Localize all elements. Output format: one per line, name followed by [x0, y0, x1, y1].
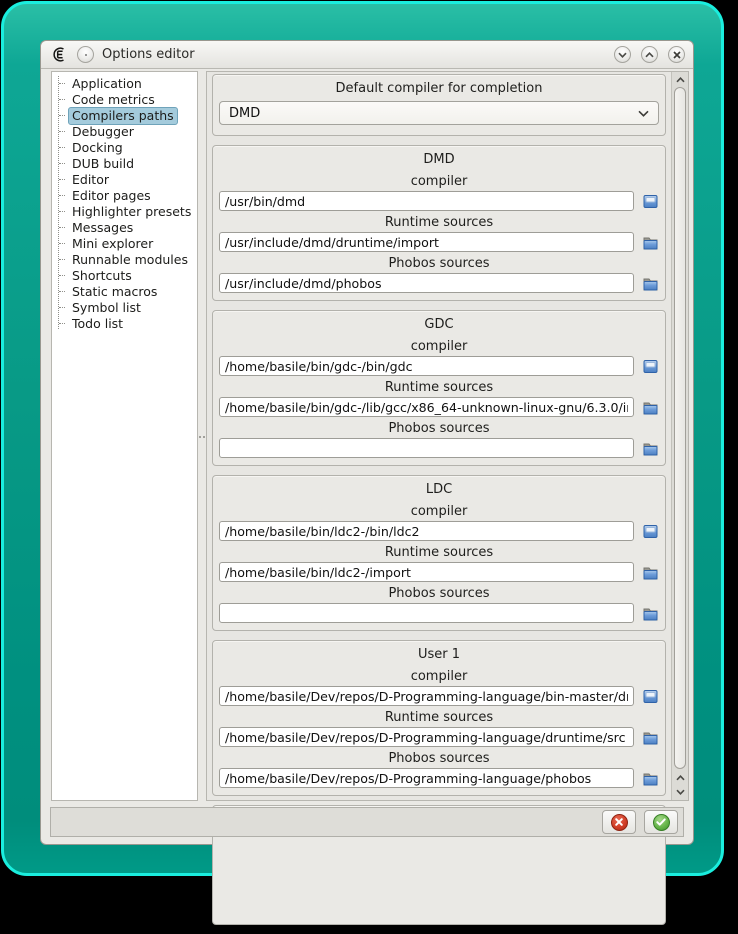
dmd-phobos-sources-input[interactable] [219, 273, 634, 293]
ldc-phobos-sources-input[interactable] [219, 603, 634, 623]
sidebar-item-todo-list[interactable]: Todo list [52, 315, 197, 331]
ldc-runtime-sources-input[interactable] [219, 562, 634, 582]
sidebar-item-editor[interactable]: Editor [52, 171, 197, 187]
default-compiler-group [212, 74, 666, 136]
accept-check-icon [653, 814, 670, 831]
compiler-group-gdc [212, 310, 666, 466]
open-folder-button[interactable] [641, 274, 659, 292]
sidebar-item-application[interactable]: Application [52, 75, 197, 91]
open-file-button[interactable] [641, 522, 659, 540]
category-tree [52, 72, 197, 331]
compiler-group-ldc [212, 475, 666, 631]
chevron-up-icon [676, 77, 685, 83]
window-controls [614, 46, 685, 63]
cancel-button[interactable] [602, 810, 636, 834]
scroll-down-button[interactable] [672, 785, 688, 799]
window-title: Options editor [102, 47, 195, 62]
open-file-button[interactable] [641, 687, 659, 705]
field-label: compiler [410, 669, 468, 684]
open-file-icon [642, 193, 659, 210]
vertical-scrollbar[interactable] [671, 72, 688, 800]
default-compiler-title: Default compiler for completion [335, 81, 543, 96]
chevron-down-icon [676, 789, 685, 795]
field-label: Runtime sources [384, 215, 494, 230]
scrollbar-thumb[interactable] [674, 87, 686, 769]
user1-runtime-sources-input[interactable] [219, 727, 634, 747]
folder-icon [642, 440, 659, 457]
cancel-cross-icon [611, 814, 628, 831]
sidebar-item-editor-pages[interactable]: Editor pages [52, 187, 197, 203]
gdc-runtime-sources-input[interactable] [219, 397, 634, 417]
folder-icon [642, 605, 659, 622]
field-label: compiler [410, 504, 468, 519]
options-scrollview [207, 72, 671, 800]
compiler-group-user1 [212, 640, 666, 796]
compilers-paths-panel [206, 71, 689, 801]
open-folder-button[interactable] [641, 728, 659, 746]
open-folder-button[interactable] [641, 398, 659, 416]
open-file-icon [642, 523, 659, 540]
folder-icon [642, 564, 659, 581]
coedit-logo-icon [49, 46, 69, 63]
group-title: User 1 [417, 647, 461, 662]
group-title: LDC [425, 482, 453, 497]
open-folder-button[interactable] [641, 439, 659, 457]
accept-button[interactable] [644, 810, 678, 834]
field-label: Phobos sources [388, 421, 490, 436]
field-label: Phobos sources [388, 256, 490, 271]
default-compiler-select[interactable] [219, 101, 659, 125]
open-file-button[interactable] [641, 357, 659, 375]
close-icon [673, 51, 681, 59]
chevron-down-icon [618, 52, 627, 58]
user1-phobos-sources-input[interactable] [219, 768, 634, 788]
sidebar-item-shortcuts[interactable]: Shortcuts [52, 267, 197, 283]
chevron-down-icon [638, 110, 649, 117]
ldc-compiler-input[interactable] [219, 521, 634, 541]
splitter-grip-icon [199, 436, 205, 439]
sidebar-item-code-metrics[interactable]: Code metrics [52, 91, 197, 107]
open-file-icon [642, 688, 659, 705]
titlebar[interactable] [41, 41, 693, 69]
close-button[interactable] [668, 46, 685, 63]
sidebar-item-messages[interactable]: Messages [52, 219, 197, 235]
sidebar-item-dub-build[interactable]: DUB build [52, 155, 197, 171]
folder-icon [642, 770, 659, 787]
sidebar-item-static-macros[interactable]: Static macros [52, 283, 197, 299]
sidebar-item-highlighter-presets[interactable]: Highlighter presets [52, 203, 197, 219]
field-label: Runtime sources [384, 545, 494, 560]
field-label: compiler [410, 339, 468, 354]
open-folder-button[interactable] [641, 563, 659, 581]
options-editor-window [40, 40, 694, 845]
minimize-button[interactable] [614, 46, 631, 63]
field-label: Runtime sources [384, 710, 494, 725]
category-sidebar [51, 71, 198, 801]
gdc-phobos-sources-input[interactable] [219, 438, 634, 458]
folder-icon [642, 275, 659, 292]
user1-compiler-input[interactable] [219, 686, 634, 706]
open-file-icon [642, 358, 659, 375]
folder-icon [642, 234, 659, 251]
sidebar-item-docking[interactable]: Docking [52, 139, 197, 155]
sidebar-item-runnable-modules[interactable]: Runnable modules [52, 251, 197, 267]
scroll-up-button-bottom[interactable] [672, 771, 688, 785]
sidebar-item-compilers-paths[interactable]: Compilers paths [52, 107, 197, 123]
sidebar-item-symbol-list[interactable]: Symbol list [52, 299, 197, 315]
open-folder-button[interactable] [641, 233, 659, 251]
chevron-up-icon [676, 775, 685, 781]
maximize-button[interactable] [641, 46, 658, 63]
folder-icon [642, 729, 659, 746]
group-title: DMD [423, 152, 455, 167]
compiler-group-dmd [212, 145, 666, 301]
field-label: Phobos sources [388, 586, 490, 601]
scroll-up-button[interactable] [672, 73, 688, 87]
sidebar-item-debugger[interactable]: Debugger [52, 123, 197, 139]
dialog-action-bar [50, 807, 684, 837]
field-label: Runtime sources [384, 380, 494, 395]
open-folder-button[interactable] [641, 769, 659, 787]
sidebar-splitter[interactable] [198, 71, 206, 801]
sidebar-item-mini-explorer[interactable]: Mini explorer [52, 235, 197, 251]
group-title: GDC [424, 317, 454, 332]
gdc-compiler-input[interactable] [219, 356, 634, 376]
dmd-runtime-sources-input[interactable] [219, 232, 634, 252]
chevron-up-icon [645, 52, 654, 58]
default-compiler-value: DMD [229, 105, 261, 121]
open-folder-button[interactable] [641, 604, 659, 622]
folder-icon [642, 399, 659, 416]
open-file-button[interactable] [641, 192, 659, 210]
window-menu-button[interactable] [77, 46, 94, 63]
dmd-compiler-input[interactable] [219, 191, 634, 211]
field-label: compiler [410, 174, 468, 189]
field-label: Phobos sources [388, 751, 490, 766]
dot-icon [85, 54, 87, 56]
